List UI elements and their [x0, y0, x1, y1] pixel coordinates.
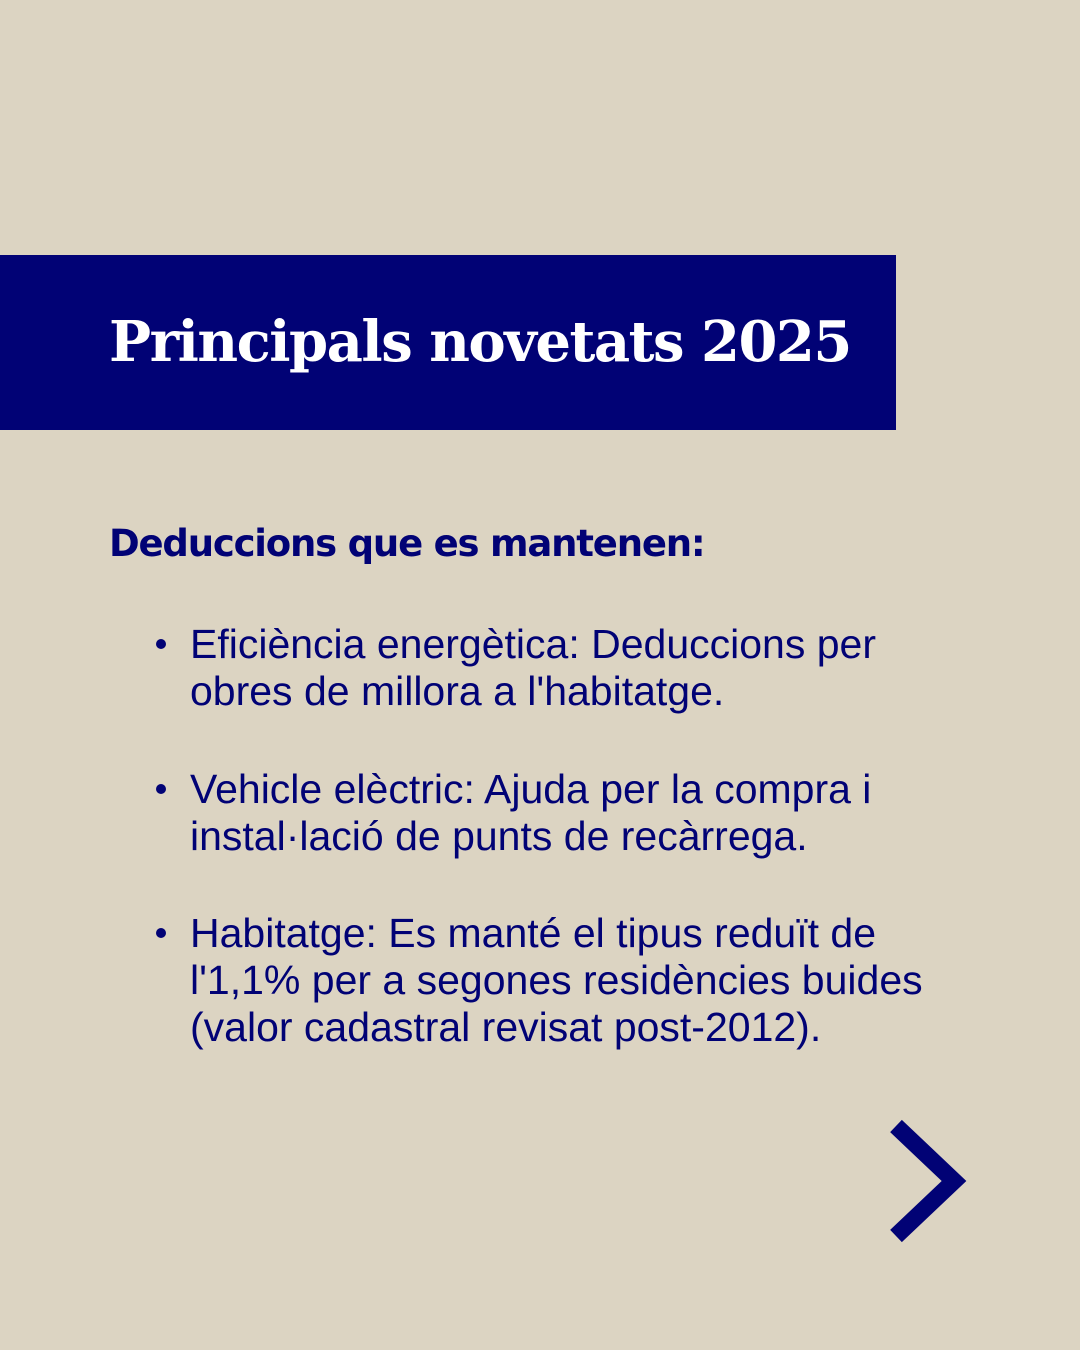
- bullet-dot-icon: [156, 928, 166, 938]
- bullet-dot-icon: [156, 639, 166, 649]
- title-banner: [0, 255, 896, 430]
- bullet-dot-icon: [156, 784, 166, 794]
- list-item-text: [190, 621, 916, 715]
- list-item-line: l'1,1% per a segones residències buides: [190, 957, 923, 1003]
- list-item-line: Eficiència energètica: Deduccions per: [190, 621, 876, 667]
- list-item-line: (valor cadastral revisat post-2012).: [190, 1004, 822, 1050]
- list-item-text: [190, 766, 916, 860]
- list-item: [156, 910, 923, 1051]
- list-item: [156, 621, 916, 715]
- list-item: [156, 766, 916, 860]
- chevron-right-icon[interactable]: [878, 1114, 978, 1246]
- list-item-line: instal·lació de punts de recàrrega.: [190, 813, 808, 859]
- list-item-text: [190, 910, 923, 1051]
- section-heading: Deduccions que es mantenen:: [109, 522, 705, 565]
- list-item-line: obres de millora a l'habitatge.: [190, 668, 725, 714]
- list-item-line: Vehicle elèctric: Ajuda per la compra i: [190, 766, 872, 812]
- page-title: Principals novetats 2025: [109, 309, 851, 375]
- list-item-line: Habitatge: Es manté el tipus reduït de: [190, 910, 877, 956]
